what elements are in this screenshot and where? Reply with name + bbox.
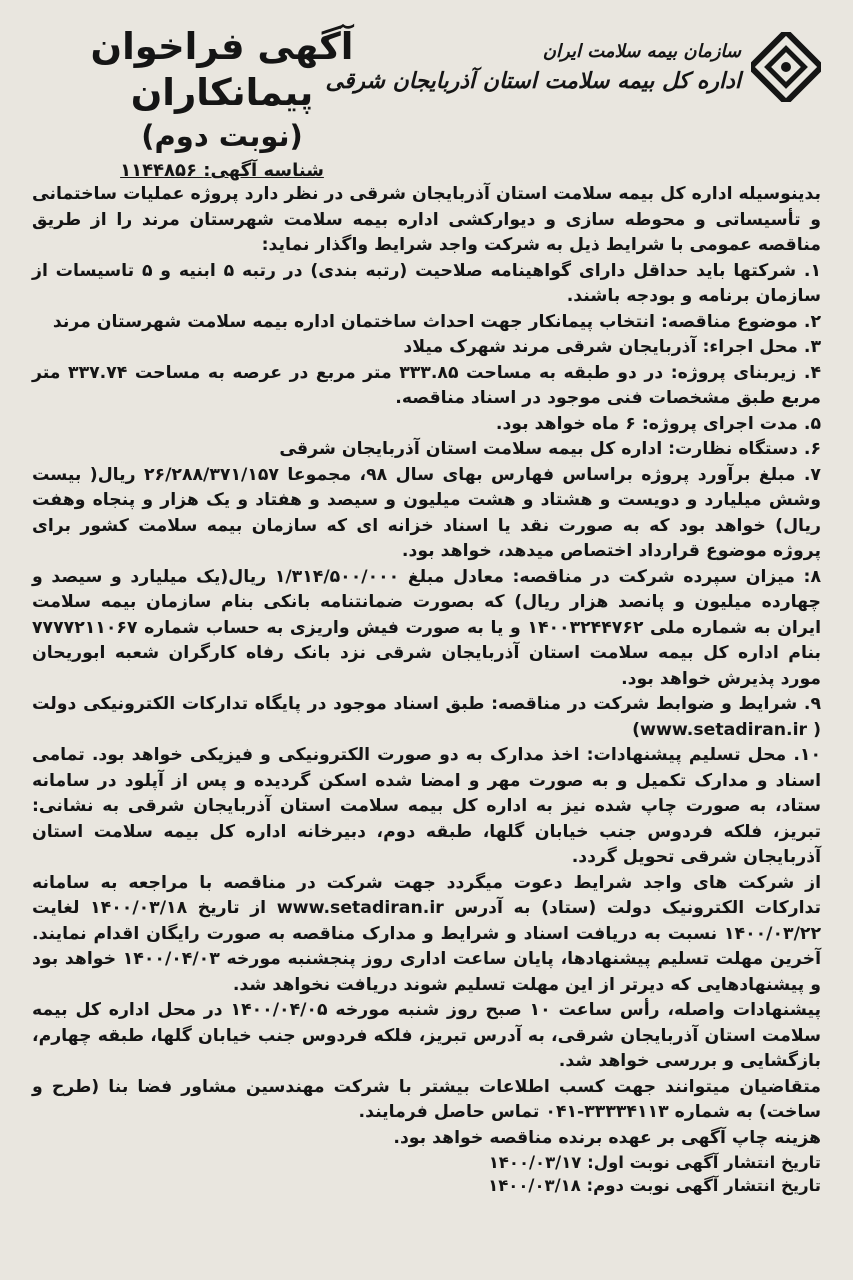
invite-part-1: از شرکت های واجد شرایط دعوت میگردد جهت شرکت در مناقصه با مراجعه به سامانه تدارکات الکترونیک دولت (ستاد) به آدرس	[32, 872, 821, 918]
item-9	[32, 692, 821, 743]
notice-title: آگهی فراخوان پیمانکاران	[90, 25, 354, 114]
contact-paragraph: متقاضیان میتوانند جهت کسب اطلاعات بیشتر با شرکت مهندسین مشاور فضا بنا (طرح و ساخت) به شماره ۳۳۳۳۴۱۱۳-۰۴۱ تماس حاصل فرمایند.	[32, 1076, 821, 1122]
second-publication-date: تاریخ انتشار آگهی نوبت دوم: ۱۴۰۰/۰۳/۱۸	[488, 1176, 821, 1195]
item-5: ۵. مدت اجرای پروژه: ۶ ماه خواهد بود.	[495, 413, 821, 434]
opening-paragraph: پیشنهادات واصله، رأس ساعت ۱۰ صبح روز شنبه مورخه ۱۴۰۰/۰۴/۰۵ در محل اداره کل بیمه سلامت استان آذربایجان شرقی، به آدرس تبریز، فلکه فردوس جنب خیابان گلها، طبقه چهارم، بازگشایی و بررسی خواهد شد.	[32, 1000, 821, 1071]
insurance-emblem-icon	[751, 32, 821, 102]
title-block	[32, 24, 412, 181]
item-8: ۸: میزان سپرده شرکت در مناقصه: معادل مبلغ ۱/۳۱۴/۵۰۰/۰۰۰ ریال(یک میلیارد و سیصد و چهارده میلیون و پانصد هزار ریال) که بصورت ضمانتنامه بانکی بنام سازمان بیمه سلامت ایران به شماره ملی ۱۴۰۰۳۲۴۴۷۶۲ و یا به صورت فیش واریزی به حساب شماره ۷۷۷۷۲۱۱۰۶۷ بنام اداره کل بیمه سلامت استان آذربایجان شرقی نزد بانک رفاه کارگران شعبه ابوریحان مورد پذیرش خواهد بود.	[32, 566, 822, 689]
item-3: ۳. محل اجراء: آذربایجان شرقی مرند شهرک میلاد	[403, 337, 821, 357]
item-9-close: )	[632, 719, 640, 740]
notice-body	[32, 182, 821, 1197]
notice-round: (نوبت دوم)	[141, 119, 303, 153]
notice-header	[32, 14, 821, 181]
organization-name: سازمان بیمه سلامت ایران	[542, 40, 741, 62]
department-name: اداره کل بیمه سلامت استان آذربایجان شرقی	[325, 67, 741, 94]
item-7: ۷. مبلغ برآورد پروژه براساس فهارس بهای سال ۹۸، مجموعا ۲۶/۲۸۸/۳۷۱/۱۵۷ ریال( بیست وشش میلیارد و دویست و هشتاد و هشت میلیون و سیصد و هفتاد و یک هزار و پنجاه وهفت ریال) خواهد بود که به صورت نقد یا اسناد خزانه ای که سازمان بیمه سلامت کشور برای پروژه موضوع قرارداد اختصاص میدهد، خواهد بود.	[32, 464, 821, 561]
item-9-url: www.setadiran.ir	[639, 719, 808, 740]
first-publication-date: تاریخ انتشار آگهی نوبت اول: ۱۴۰۰/۰۳/۱۷	[488, 1153, 821, 1172]
invite-part-2: از تاریخ ۱۴۰۰/۰۳/۱۸ لغایت ۱۴۰۰/۰۳/۲۲ نسبت به دریافت اسناد و شرایط و مدارک مناقصه به صورت رایگان اقدام نمایند. آخرین مهلت تسلیم پیشنهادها، پایان ساعت اداری روز پنجشنبه مورخه ۱۴۰۰/۰۴/۰۳ خواهد بود و پیشنهادهایی که دیرتر از این مهلت تسلیم شوند دریافت نخواهد شد.	[32, 898, 821, 995]
item-6: ۶. دستگاه نظارت: اداره کل بیمه سلامت استان آذربایجان شرقی	[279, 439, 821, 459]
notice-id	[32, 160, 412, 181]
item-1: ۱. شرکتها باید حداقل دارای گواهینامه صلاحیت (رتبه بندی) در رتبه ۵ ابنیه و ۵ تاسیسات از سازمان برنامه و بودجه باشند.	[32, 260, 822, 306]
publication-dates	[32, 1151, 821, 1197]
intro-paragraph: بدینوسیله اداره کل بیمه سلامت استان آذربایجان شرقی در نظر دارد پروژه عملیات ساختمانی و تأسیساتی و محوطه سازی و دیوارکشی اداره بیمه سلامت شهرستان مرند را از طریق مناقصه عمومی با شرایط ذیل به شرکت واجد شرایط واگذار نماید:	[32, 184, 821, 255]
item-2: ۲. موضوع مناقصه: انتخاب پیمانکار جهت احداث ساختمان اداره بیمه سلامت شهرستان مرند	[52, 311, 821, 332]
notice-id-label: شناسه آگهی:	[203, 160, 324, 181]
invite-url: www.setadiran.ir	[276, 898, 444, 918]
notice-id-value: ۱۱۴۴۸۵۶	[120, 160, 197, 181]
item-10: ۱۰. محل تسلیم پیشنهادات: اخذ مدارک به دو صورت الکترونیکی و فیزیکی خواهد بود. تمامی اسناد و مدارک تکمیل و به صورت مهر و امضا شده اسکن گردیده و پس از آپلود در سامانه ستاد، به صورت چاپ شده نیز به اداره کل بیمه سلامت استان آذربایجان شرقی به نشانی: تبریز، فلکه فردوس جنب خیابان گلها، طبقه دوم، دبیرخانه اداره کل بیمه سلامت استان آذربایجان شرقی تحویل گردد.	[32, 745, 821, 867]
item-4: ۴. زیربنای پروژه: در دو طبقه به مساحت ۳۳۳.۸۵ متر مربع در عرصه به مساحت ۳۳۷.۷۴ متر مربع طبق مشخصات فنی موجود در اسناد مناقصه.	[32, 362, 821, 408]
cost-paragraph: هزینه چاپ آگهی بر عهده برنده مناقصه خواهد بود.	[393, 1127, 821, 1148]
invite-paragraph	[32, 871, 821, 999]
item-9-text: ۹. شرایط و ضوابط شرکت در مناقصه: طبق اسناد موجود در پایگاه تدارکات الکترونیکی دولت (	[32, 694, 821, 740]
